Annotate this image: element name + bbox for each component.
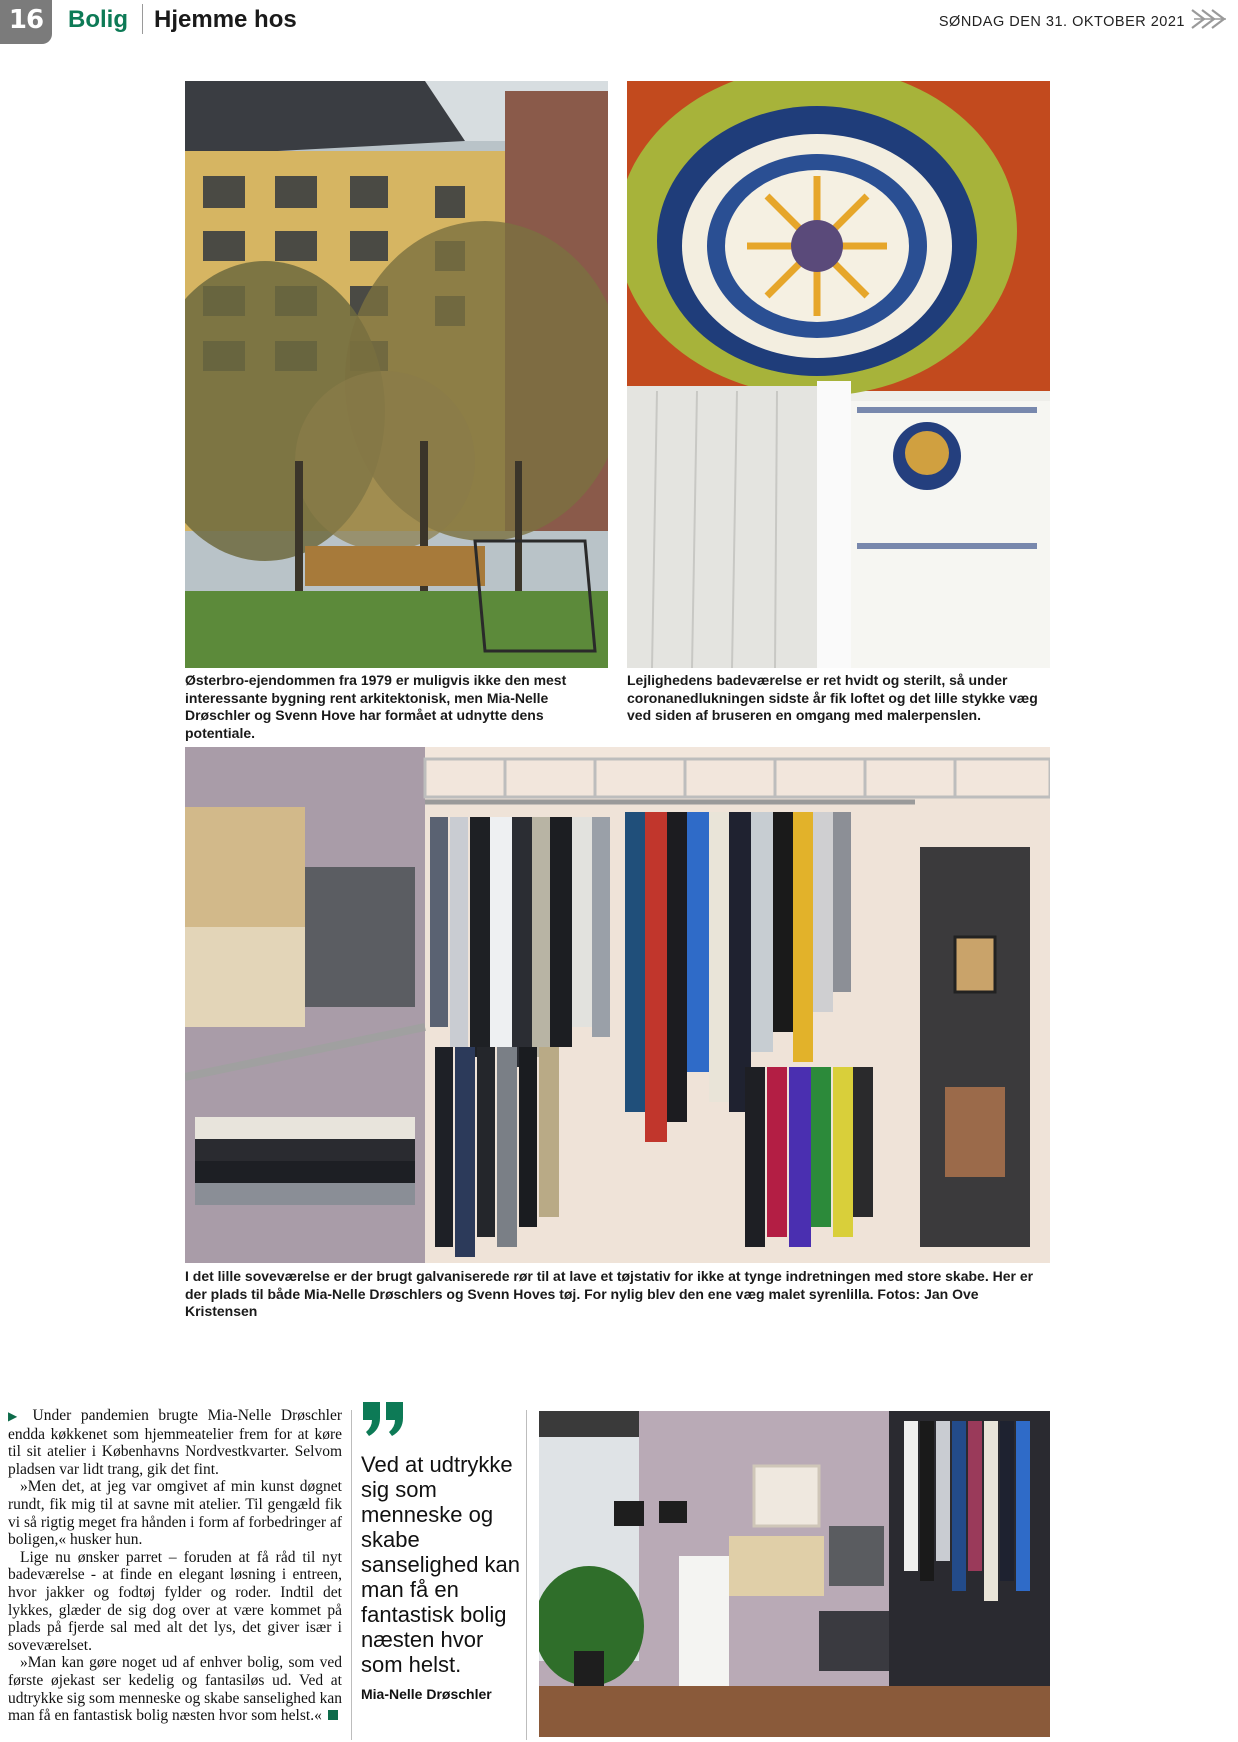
article-paragraph-1 <box>8 1407 342 1478</box>
section-subtitle: Hjemme hos <box>154 6 297 33</box>
article-body <box>8 1407 342 1725</box>
closet-photo-caption: I det lille soveværelse er der brugt galvaniserede rør til at lave et tøjstativ for ikke at tynge indretningen med store skabe. Her er der plads til både Mia-Nelle Drøschlers og Svenn Hoves tøj. For nylig blev den ene væg malet syrenlilla. Fotos: Jan Ove Kristensen <box>185 1268 1034 1319</box>
section-name: Bolig <box>68 6 128 33</box>
newspaper-logo-icon <box>1190 6 1228 32</box>
article-paragraph-3: Lige nu ønsker parret – foruden at få råd til nyt badeværelse - at finde en elegant løsning i entreen, hvor jakker og fodtøj fylder og roder. Indtil det lykkes, glæder de sig dog over at være kommet på plads på fjerde sal med alt det lys, det giver især i soveværelset. <box>8 1548 342 1654</box>
header-divider <box>142 4 143 34</box>
issue-date: SØNDAG DEN 31. OKTOBER 2021 <box>938 14 1185 30</box>
pull-quote-text: Ved at udtrykke sig som menneske og skabe sanselighed kan man få en fantastisk bolig næsten hvor som helst. <box>361 1452 521 1677</box>
article-paragraph-4 <box>8 1654 342 1724</box>
bathroom-photo-caption: Lejlighedens badeværelse er ret hvidt og sterilt, så under coronanedlukningen sidste år fik loftet og det lille stykke væg ved siden af bruseren en omgang med malerpenslen. <box>627 672 1038 723</box>
paragraph-text: Under pandemien brugte Mia-Nelle Drøschler endda køkkenet som hjemmeatelier frem for at køre til sit atelier i Københavns Nordvestkvarter. Selvom pladsen var lidt trang, gik det fint. <box>8 1407 342 1478</box>
building-photo <box>185 81 608 668</box>
clothes-rack-photo <box>185 747 1050 1263</box>
paragraph-text: »Man kan gøre noget ud af enhver bolig, som ved første øjekast ser kedelig og fantasiløs ud. Ved at udtrykke sig som menneske og skabe sanselighed kan man få en fantastisk bolig næsten hvor som helst.« <box>8 1654 342 1725</box>
page-number: 16 <box>8 5 44 35</box>
pull-quote-author: Mia-Nelle Drøschler <box>361 1686 492 1702</box>
column-rule <box>351 1410 352 1740</box>
column-rule <box>526 1410 527 1740</box>
bathroom-ceiling-photo <box>627 81 1050 668</box>
page-number-tab <box>0 0 52 44</box>
article-paragraph-2: »Men det, at jeg var omgivet af min kunst døgnet rundt, fik mig til at savne mit atelier. Til gengæld fik vi så rigtig meget fra hånden i form af forbedringer af boligen,« husker hun. <box>8 1478 342 1549</box>
quote-mark-icon <box>361 1400 405 1438</box>
bedroom-photo <box>539 1411 1050 1737</box>
play-arrow-icon: ▶ <box>8 1409 23 1423</box>
building-photo-caption: Østerbro-ejendommen fra 1979 er muligvis ikke den mest interessante bygning rent arkitektonisk, men Mia-Nelle Drøschler og Svenn Hove har formået at udnytte dens potentiale. <box>185 672 567 741</box>
end-of-article-icon <box>328 1710 338 1720</box>
